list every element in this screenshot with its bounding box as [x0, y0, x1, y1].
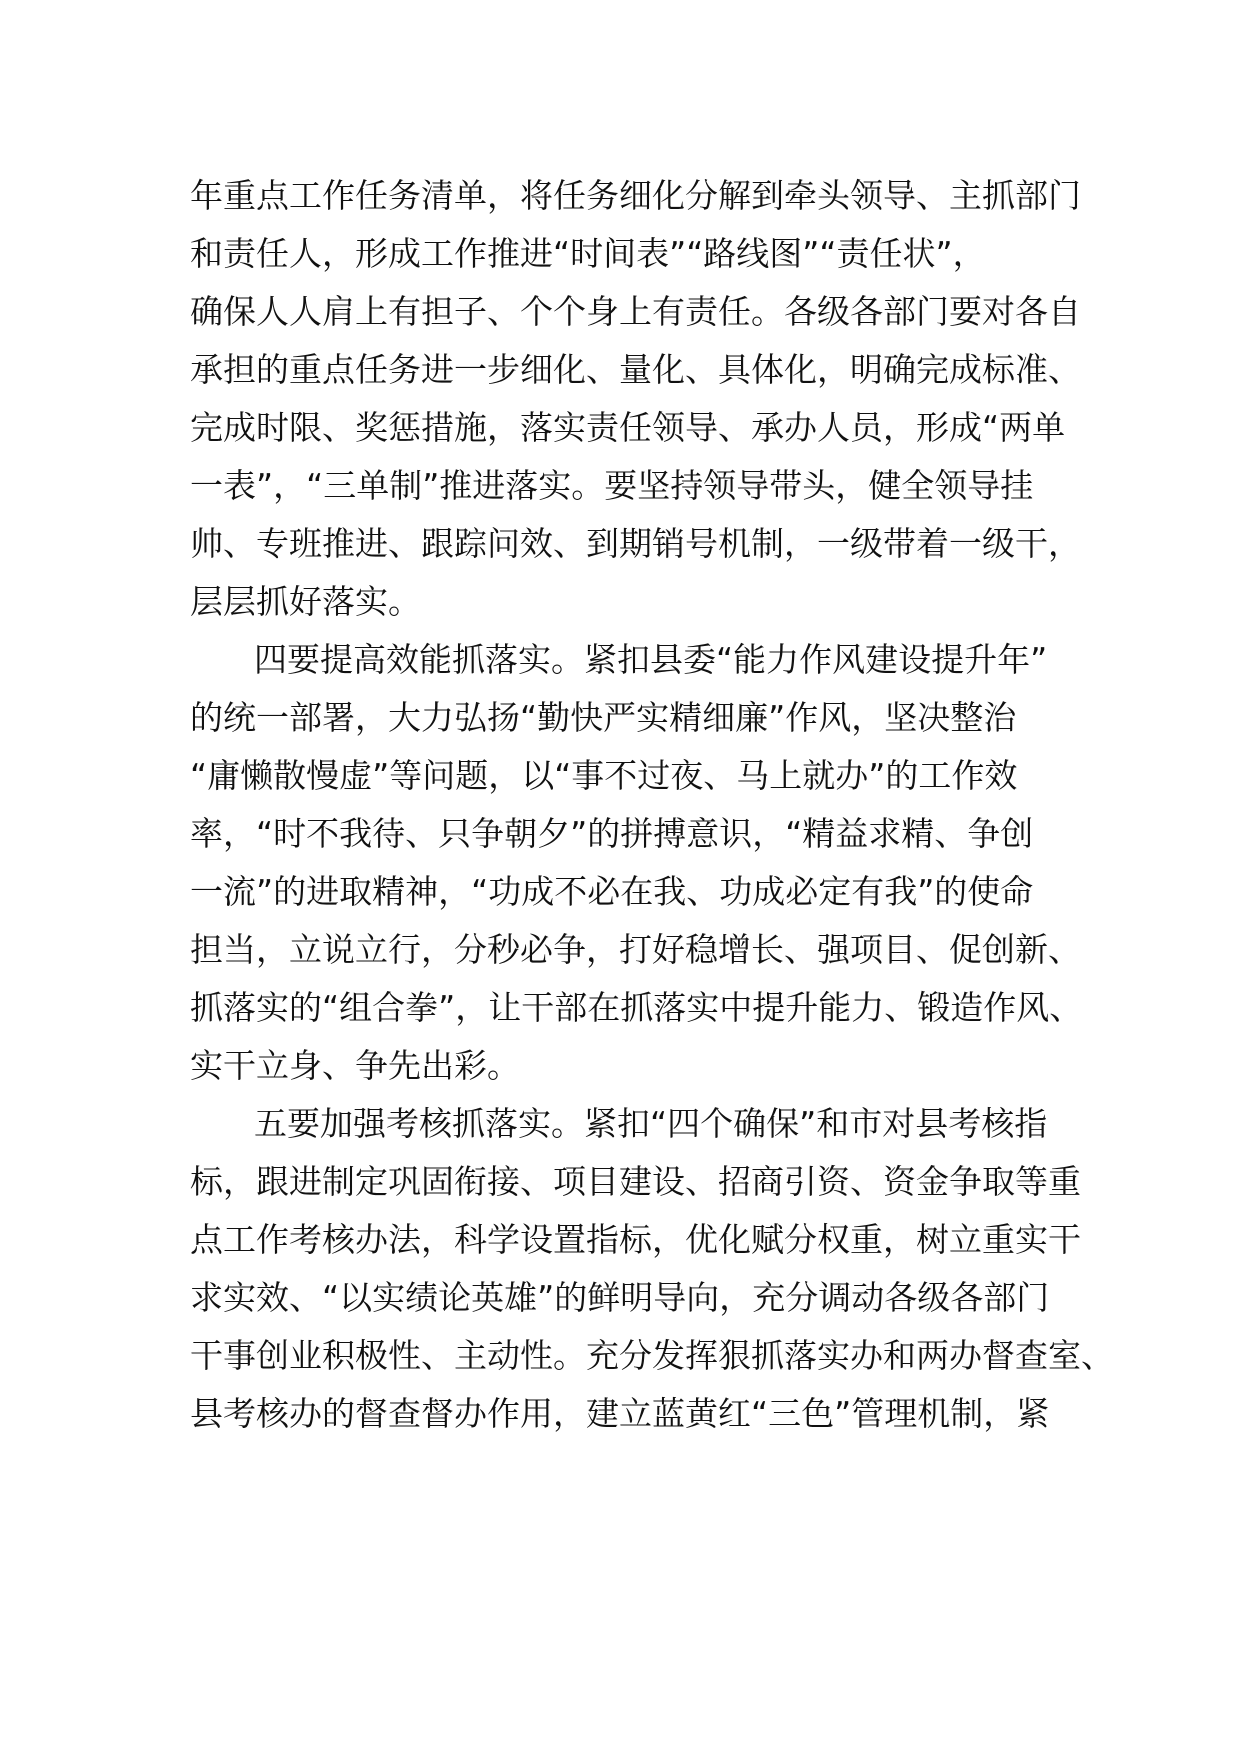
text-line: “庸懒散慢虚”等问题，以“事不过夜、马上就办”的工作效: [190, 756, 1018, 795]
text-line: 帅、专班推进、跟踪问效、到期销号机制，一级带着一级干，: [190, 524, 1081, 563]
text-line: 和责任人，形成工作推进“时间表”“路线图”“责任状”，: [190, 234, 986, 273]
text-line: 实干立身、争先出彩。: [190, 1046, 520, 1085]
text-line: 一流”的进取精神，“功成不必在我、功成必定有我”的使命: [190, 872, 1034, 911]
paragraph-5-first-line: 五要加强考核抓落实。紧扣“四个确保”和市对县考核指: [254, 1104, 1048, 1143]
text-line: 确保人人肩上有担子、个个身上有责任。各级各部门要对各自: [190, 292, 1081, 331]
text-line: 县考核办的督查督办作用，建立蓝黄红“三色”管理机制，紧: [190, 1394, 1050, 1433]
text-line: 年重点工作任务清单，将任务细化分解到牵头领导、主抓部门: [190, 176, 1081, 215]
text-line: 担当，立说立行，分秒必争，打好稳增长、强项目、促创新、: [190, 930, 1081, 969]
paragraph-4-first-line: 四要提高效能抓落实。紧扣县委“能力作风建设提升年”: [254, 640, 1048, 679]
text-line: 求实效、“以实绩论英雄”的鲜明导向，充分调动各级各部门: [190, 1278, 1050, 1317]
text-line: 点工作考核办法，科学设置指标，优化赋分权重，树立重实干: [190, 1220, 1081, 1259]
text-line: 抓落实的“组合拳”，让干部在抓落实中提升能力、锻造作风、: [190, 988, 1083, 1027]
text-line: 完成时限、奖惩措施，落实责任领导、承办人员，形成“两单: [190, 408, 1066, 447]
text-line: 一表”，“三单制”推进落实。要坚持领导带头，健全领导挂: [190, 466, 1034, 505]
text-line: 的统一部署，大力弘扬“勤快严实精细廉”作风，坚决整治: [190, 698, 1017, 737]
text-line: 干事创业积极性、主动性。充分发挥狠抓落实办和两办督查室、: [190, 1336, 1114, 1375]
text-line: 承担的重点任务进一步细化、量化、具体化，明确完成标准、: [190, 350, 1081, 389]
text-line: 层层抓好落实。: [190, 582, 421, 621]
text-line: 率，“时不我待、只争朝夕”的拼搏意识，“精益求精、争创: [190, 814, 1034, 853]
text-line: 标，跟进制定巩固衔接、项目建设、招商引资、资金争取等重: [190, 1162, 1081, 1201]
